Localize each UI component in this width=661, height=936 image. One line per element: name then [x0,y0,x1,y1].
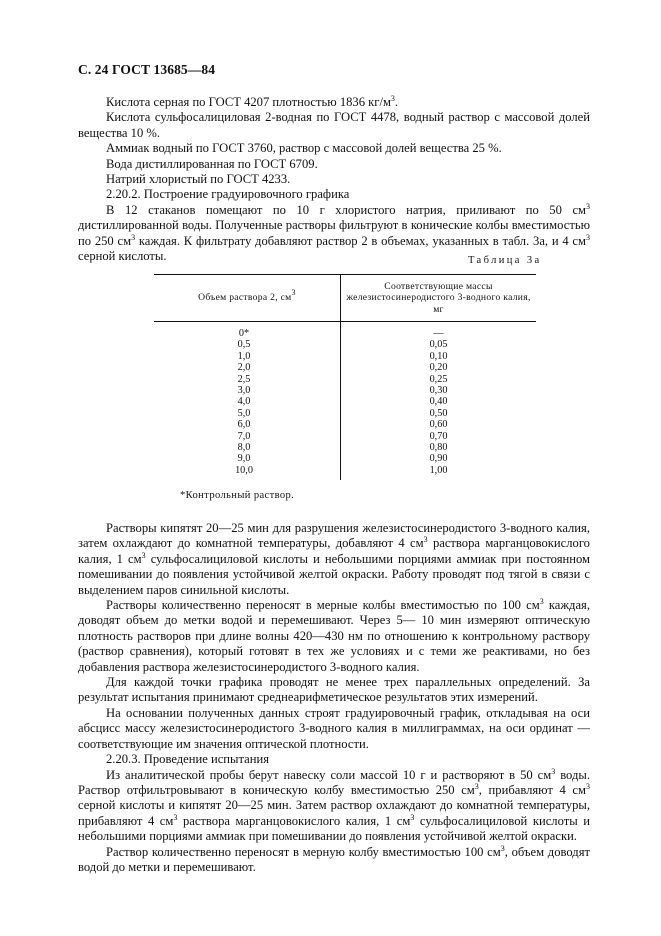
reagents-list [78,95,590,264]
paragraph-graph: На основании полученных данных строят градуировочный график, откладывая на оси абсцисс массу железистосинеродистого 3-водного калия в миллиграммах, на оси ординат — соответствующие им значения оптической плотности. [78,705,590,751]
table-row [154,465,536,480]
section-heading-calibration: 2.20.2. Построение градуировочного графика [106,187,350,202]
mass-cell: 0,25 [429,373,448,385]
mass-cell: 0,90 [429,453,448,465]
paragraph-testing: Из аналитической пробы берут навеску соли массой 10 г и растворяют в 50 $см^3$ воды. Раствор отфильтровывают в коническую колбу вместимостью 250 $см^3$, прибавляют 4 $см^3$ серной кислоты и кипятят 20—25 мин. Затем раствор охлаждают до комнатной температуры, прибавляют 4 $см^3$ раствора марганцовокислого калия, 1 $см^3$ сульфосалициловой кислоты и небольшими порциями аммиак при помешивании до появления устойчивой желтой окраски. [78,766,590,844]
volume-cell: 1,0 [154,351,341,362]
mass-cell: 0,40 [429,396,448,408]
reagent-sodium-chloride: Натрий хлористый по ГОСТ 4233. [106,172,291,187]
mass-cell: 0,10 [429,350,448,362]
volume-cell: 5,0 [154,408,341,419]
volume-cell: 4,0 [154,396,341,407]
reagent-sulfosalicylic-acid: Кислота сульфосалициловая 2-водная по ГОСТ 4478, водный раствор с массовой долей вещества 10 %. [78,110,590,140]
column-header-volume: Объем раствора 2, $см^3$ [154,275,341,322]
page-header: С. 24 ГОСТ 13685—84 [78,62,216,77]
paragraph-calibration-prep: В 12 стаканов помещают по 10 г хлористого натрия, приливают по 50 $см^3$ дистиллированной воды. Полученные растворы фильтруют в конические колбы вместимостью по 250 $см^3$ каждая. К фильтрату добавляют раствор 2 в объемах, указанных в табл. 3а, и 4 $см^3$ серной кислоты. [78,201,590,264]
volume-cell: 9,0 [154,453,341,464]
procedure-text [78,521,590,875]
mass-cell: 0,20 [429,362,448,374]
section-heading-testing: 2.20.3. Проведение испытания [106,752,270,767]
table-row [154,322,536,340]
volume-cell: 10,0 [154,465,341,480]
table-row [154,385,536,396]
mass-cell: — [433,328,444,339]
volume-cell: 8,0 [154,442,341,453]
table-row [154,339,536,350]
volume-cell: 0,5 [154,339,341,350]
mass-cell: 0,80 [429,442,448,454]
mass-cell: 0,70 [429,430,448,442]
reagent-sulfuric-acid: Кислота серная по ГОСТ 4207 плотностью 1836 $кг/м^3$. [106,94,399,109]
table-row [154,419,536,430]
table-row [154,362,536,373]
table-footnote: *Контрольный раствор. [180,490,295,501]
table-row [154,442,536,453]
table-row [154,408,536,419]
volume-cell: 2,0 [154,362,341,373]
mass-cell: 0,50 [429,407,448,419]
mass-cell: 0,05 [429,339,448,351]
mass-cell: 0,60 [429,419,448,431]
volume-cell: 7,0 [154,431,341,442]
table-row [154,374,536,385]
paragraph-final: Раствор количественно переносят в мерную колбу вместимостью 100 $см^3$, объем доводят водой до метки и перемешивают. [78,843,590,874]
volume-cell: 0* [154,322,341,340]
paragraph-transfer: Растворы количественно переносят в мерные колбы вместимостью по 100 $см^3$ каждая, доводят объем до метки водой и перемешивают. Через 5— 10 мин измеряют оптическую плотность растворов при длине волны 420—430 нм по отношению к контрольному раствору (раствор сравнения), который готовят в тех же условиях и с теми же реактивами, но без добавления раствора железистосинеродистого 3-водного калия. [78,597,590,674]
table-caption: Таблица 3а [468,255,542,266]
column-header-mass: Соответствующие массы железистосинеродистого 3-водного калия, мг [341,275,537,322]
volume-cell: 2,5 [154,374,341,385]
reagent-water: Вода дистиллированная по ГОСТ 6709. [106,156,318,171]
calibration-table [154,274,536,480]
table-row [154,453,536,464]
table-row [154,351,536,362]
table-row [154,396,536,407]
table-row [154,431,536,442]
paragraph-boiling: Растворы кипятят 20—25 мин для разрушения железистосинеродистого 3-водного калия, затем охлаждают до комнатной температуры, добавляют 4 $см^3$ раствора марганцовокислого калия, 1 $см^3$ сульфосалициловой кислоты и небольшими порциями аммиак при постоянном помешивании до появления устойчивой желтой окраски. Работу проводят под тягой в связи с выделением паров синильной кислоты. [78,521,591,597]
volume-cell: 3,0 [154,385,341,396]
mass-cell: 1,00 [429,464,448,476]
mass-cell: 0,30 [429,385,448,397]
volume-cell: 6,0 [154,419,341,430]
paragraph-replicates: Для каждой точки графика проводят не менее трех параллельных определений. За результат испытания принимают среднеарифметическое результатов этих измерений. [78,675,590,705]
reagent-ammonia: Аммиак водный по ГОСТ 3760, раствор с массовой долей вещества 25 %. [106,141,502,156]
